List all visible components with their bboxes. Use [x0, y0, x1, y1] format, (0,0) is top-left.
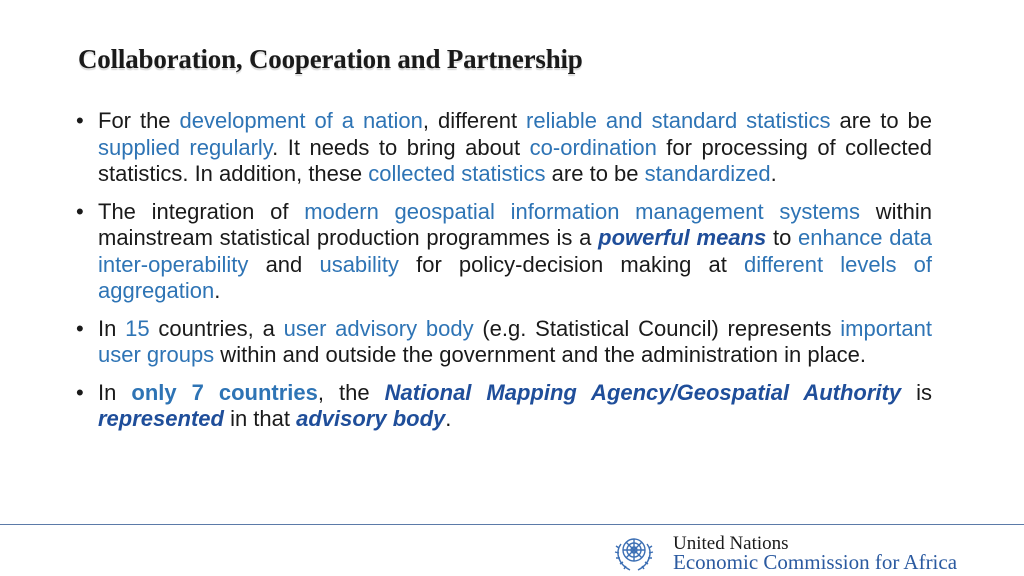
bullet-highlight: co-ordination	[529, 134, 657, 160]
bullet-highlight: development of a nation	[179, 108, 423, 133]
bullet-highlight: user advisory body	[283, 315, 474, 341]
bullet-highlight: 15	[125, 315, 150, 341]
un-emblem-icon	[612, 530, 656, 574]
bullet-item	[76, 380, 932, 433]
bullet-marker: •	[76, 379, 84, 405]
bullet-text: The integration of	[98, 198, 305, 224]
bullet-text: For the	[98, 108, 180, 133]
bullet-item	[76, 108, 932, 188]
bullet-text: for policy-decision making at	[398, 251, 744, 277]
bullet-text: countries, a	[149, 315, 284, 341]
bullet-highlight: powerful means	[598, 225, 767, 250]
bullet-highlight: important user groups	[98, 315, 932, 367]
bullet-text: (e.g. Statistical Council) represents	[473, 315, 841, 341]
bullet-highlight: represented	[98, 406, 224, 431]
bullet-text: is	[901, 379, 932, 405]
bullet-highlight: reliable and standard statistics	[526, 108, 831, 133]
bullet-marker: •	[76, 108, 84, 133]
bullet-item	[76, 316, 932, 369]
bullet-highlight: National Mapping Agency/Geospatial Authority	[384, 379, 902, 405]
bullet-highlight: modern geospatial information management systems	[304, 198, 860, 224]
bullet-text: , the	[317, 379, 385, 405]
bullet-highlight: enhance data inter-operability	[98, 225, 933, 277]
bullet-text: In	[98, 379, 132, 405]
bullet-highlight: usability	[319, 251, 399, 277]
bullet-highlight: advisory body	[296, 406, 446, 431]
bullet-text: in that	[223, 406, 297, 431]
bullet-text: within mainstream statistical production programmes is a	[98, 198, 932, 250]
bullet-highlight: standardized	[644, 161, 771, 186]
footer-divider	[0, 524, 1024, 525]
bullet-highlight: collected statistics	[368, 161, 546, 186]
bullet-text: .	[770, 161, 777, 186]
slide-title: Collaboration, Cooperation and Partnership	[78, 44, 583, 74]
org-name-line1: United Nations	[673, 533, 789, 554]
bullet-text: and	[248, 251, 320, 277]
bullet-text: .	[214, 278, 221, 303]
bullet-text: are to be	[830, 108, 933, 133]
bullet-text: In	[98, 315, 126, 341]
bullet-text: for processing of collected statistics. In addition, these	[98, 134, 932, 186]
bullet-item	[76, 199, 932, 305]
bullet-marker: •	[76, 198, 84, 224]
bullet-text: .	[445, 406, 452, 431]
org-name-line2: Economic Commission for Africa	[673, 550, 958, 574]
bullet-text: , different	[422, 108, 527, 133]
bullet-list	[76, 108, 932, 444]
bullet-highlight: different levels of aggregation	[98, 251, 932, 303]
bullet-text: are to be	[545, 161, 645, 186]
bullet-highlight: only 7 countries	[131, 379, 318, 405]
bullet-highlight: supplied regularly	[98, 134, 273, 160]
bullet-text: within and outside the government and the administration in place.	[214, 342, 867, 367]
bullet-text: . It needs to bring about	[272, 134, 530, 160]
bullet-text: to	[766, 225, 799, 250]
bullet-marker: •	[76, 315, 84, 341]
